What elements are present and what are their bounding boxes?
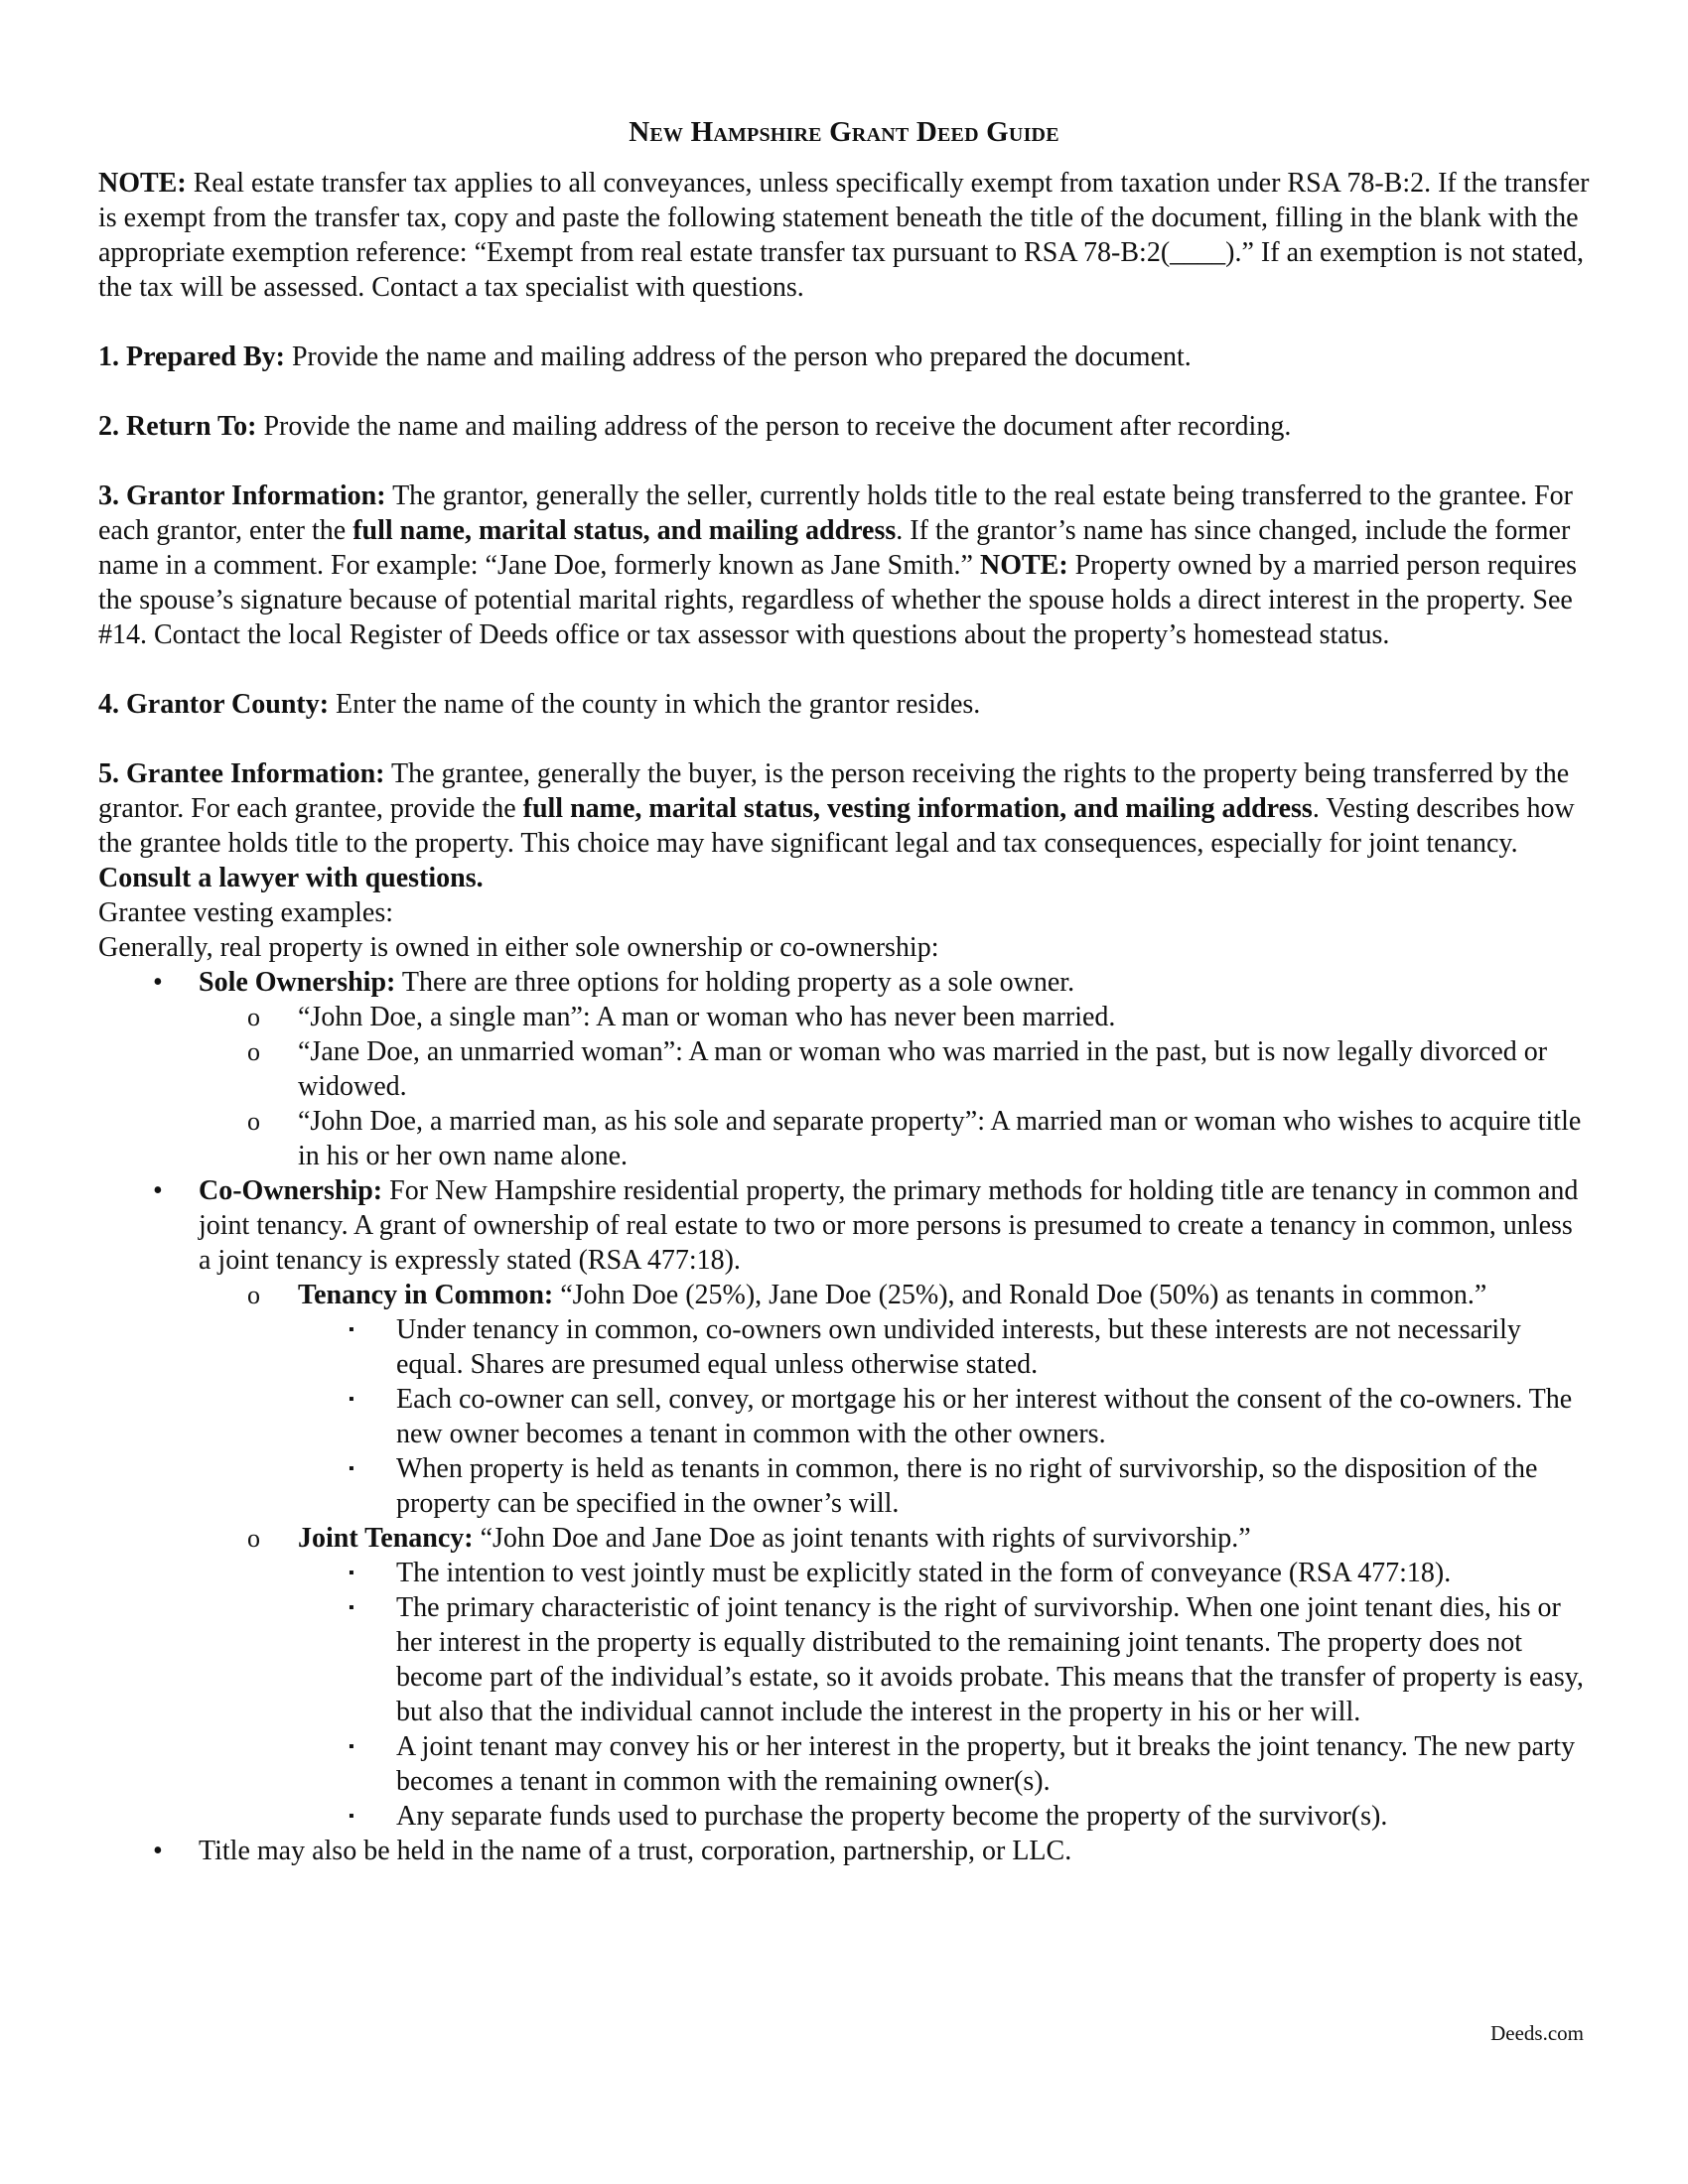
item-label: Tenancy in Common: — [298, 1280, 554, 1310]
section-label: 4. Grantor County: — [98, 689, 330, 720]
square-marker: ▪ — [349, 1565, 354, 1581]
section-label: 1. Prepared By: — [98, 341, 285, 372]
guide-page — [98, 115, 1590, 1868]
list-item-sole-ownership — [98, 965, 1590, 1000]
note-text: Real estate transfer tax applies to all conveyances, unless specifically exempt from taxation under RSA 78-B:2. If the transfer is exempt from the transfer tax, copy and paste the following statement beneath the title of the document, filling in the blank with the appropriate exemption reference: “Exempt from real estate transfer tax pursuant to RSA 78-B:2(____).” If an exemption is not stated, the tax will be assessed. Contact a tax specialist with questions. — [98, 168, 1590, 303]
item-text: “John Doe, a single man”: A man or woman who has never been married. — [298, 1002, 1116, 1032]
item-text: “John Doe (25%), Jane Doe (25%), and Ronald Doe (50%) as tenants in common.” — [553, 1280, 1487, 1310]
list-item — [98, 1451, 1590, 1521]
item-label: Co-Ownership: — [199, 1175, 383, 1206]
circle-marker: o — [247, 1107, 260, 1136]
square-marker: ▪ — [349, 1460, 354, 1477]
square-marker: ▪ — [349, 1391, 354, 1408]
section-grantee-information — [98, 756, 1590, 895]
item-label: Sole Ownership: — [199, 967, 396, 998]
circle-marker: o — [247, 1003, 260, 1031]
square-marker: ▪ — [349, 1738, 354, 1755]
list-item — [98, 1000, 1590, 1034]
item-text: Title may also be held in the name of a trust, corporation, partnership, or LLC. — [199, 1836, 1072, 1866]
section-return-to — [98, 409, 1590, 444]
section-text: The grantee, generally the buyer, is the person receiving the rights to the property being transferred by the grantor. For each grantee, provide the — [98, 758, 1570, 824]
list-item-tenancy-in-common — [98, 1278, 1590, 1312]
item-text: Any separate funds used to purchase the property become the property of the survivor(s). — [396, 1801, 1388, 1832]
note-label: NOTE: — [98, 168, 187, 199]
item-text: “Jane Doe, an unmarried woman”: A man or woman who was married in the past, but is now legally divorced or widowed. — [298, 1036, 1548, 1102]
emphasis-text: full name, marital status, vesting information, and mailing address — [522, 793, 1313, 824]
bullet-marker: • — [153, 967, 163, 998]
bullet-marker: • — [153, 1175, 163, 1206]
item-text: There are three options for holding property as a sole owner. — [395, 967, 1075, 998]
section-text: Provide the name and mailing address of the person to receive the document after recording. — [256, 411, 1292, 442]
vesting-examples-heading: Grantee vesting examples: — [98, 897, 394, 928]
section-label: 5. Grantee Information: — [98, 758, 385, 789]
footer-brand: Deeds.com — [1490, 2021, 1584, 2045]
bullet-marker: • — [153, 1836, 163, 1866]
list-item-title-other — [98, 1834, 1590, 1868]
note-paragraph — [98, 166, 1590, 305]
item-text: Under tenancy in common, co-owners own undivided interests, but these interests are not necessarily equal. Shares are presumed equal unless otherwise stated. — [396, 1314, 1521, 1380]
section-text: Enter the name of the county in which the grantor resides. — [329, 689, 981, 720]
list-item — [98, 1312, 1590, 1382]
item-label: Joint Tenancy: — [298, 1523, 474, 1554]
section-grantor-information — [98, 478, 1590, 652]
item-text: The intention to vest jointly must be explicitly stated in the form of conveyance (RSA 477:18). — [396, 1558, 1452, 1588]
list-item — [98, 1556, 1590, 1590]
circle-marker: o — [247, 1037, 260, 1066]
page-title: New Hampshire Grant Deed Guide — [629, 116, 1059, 148]
section-label: 3. Grantor Information: — [98, 480, 386, 511]
circle-marker: o — [247, 1281, 260, 1309]
ownership-intro: Generally, real property is owned in either sole ownership or co-ownership: — [98, 932, 939, 963]
section-text: Provide the name and mailing address of the person who prepared the document. — [284, 341, 1192, 372]
item-text: “John Doe and Jane Doe as joint tenants with rights of survivorship.” — [473, 1523, 1251, 1554]
square-marker: ▪ — [349, 1808, 354, 1825]
square-marker: ▪ — [349, 1321, 354, 1338]
item-text: A joint tenant may convey his or her interest in the property, but it breaks the joint tenancy. The new party becomes a tenant in common with the remaining owner(s). — [396, 1731, 1576, 1797]
section-text: . Vesting describes how the grantee holds title to the property. This choice may have significant legal and tax consequences, especially for joint tenancy. — [98, 793, 1575, 859]
emphasis-text: full name, marital status, and mailing address — [352, 515, 897, 546]
section-text: Property owned by a married person requires the spouse’s signature because of potential marital rights, regardless of whether the spouse holds a direct interest in the property. See #14. Contact the local Register of Deeds office or tax assessor with questions about the property’s homestead status. — [98, 550, 1578, 650]
emphasis-text: Consult a lawyer with questions. — [98, 863, 484, 893]
emphasis-text: NOTE: — [979, 550, 1068, 581]
list-item — [98, 1799, 1590, 1834]
item-text: Each co-owner can sell, convey, or mortgage his or her interest without the consent of the co-owners. The new owner becomes a tenant in common with the other owners. — [396, 1384, 1573, 1449]
list-item — [98, 1590, 1590, 1729]
item-text: The primary characteristic of joint tenancy is the right of survivorship. When one joint tenant dies, his or her interest in the property is equally distributed to the remaining joint tenants. The property does not become part of the individual’s estate, so it avoids probate. This means that the transfer of property is easy, but also that the individual cannot include the interest in the property in his or her will. — [396, 1592, 1584, 1727]
circle-marker: o — [247, 1524, 260, 1553]
section-grantor-county — [98, 687, 1590, 722]
section-text: . If the grantor’s name has since changed, include the former name in a comment. For example: “Jane Doe, formerly known as Jane Smith.” — [98, 515, 1571, 581]
list-item — [98, 1382, 1590, 1451]
section-text: The grantor, generally the seller, currently holds title to the real estate being transferred to the grantee. For each grantor, enter the — [98, 480, 1573, 546]
list-item — [98, 1034, 1590, 1104]
list-item — [98, 1729, 1590, 1799]
list-item-co-ownership — [98, 1173, 1590, 1278]
item-text: “John Doe, a married man, as his sole and separate property”: A married man or woman who wishes to acquire title in his or her own name alone. — [298, 1106, 1582, 1171]
item-text: When property is held as tenants in common, there is no right of survivorship, so the disposition of the property can be specified in the owner’s will. — [396, 1453, 1538, 1519]
list-item — [98, 1104, 1590, 1173]
list-item-joint-tenancy — [98, 1521, 1590, 1556]
square-marker: ▪ — [349, 1599, 354, 1616]
item-text: For New Hampshire residential property, the primary methods for holding title are tenancy in common and joint tenancy. A grant of ownership of real estate to two or more persons is presumed to create a tenancy in common, unless a joint tenancy is expressly stated (RSA 477:18). — [199, 1175, 1579, 1276]
section-label: 2. Return To: — [98, 411, 257, 442]
section-prepared-by — [98, 340, 1590, 374]
